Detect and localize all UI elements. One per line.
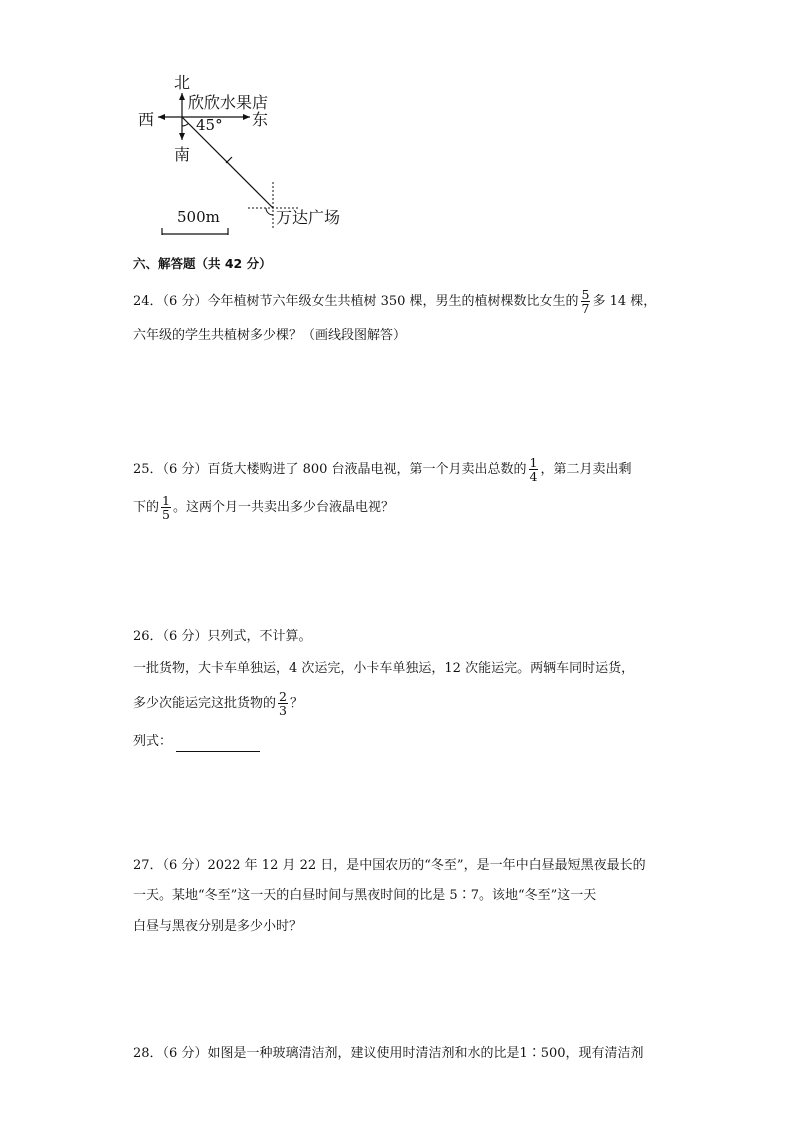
q26-line3: [133, 690, 303, 717]
label-east: 东: [252, 110, 269, 129]
label-shop: 欣欣水果店: [188, 93, 269, 112]
q24-text-a: 24．（6 分）今年植树节六年级女生共植树 350 棵，男生的植树棵数比女生的: [133, 294, 579, 309]
label-north: 北: [174, 73, 191, 92]
q26-answer: [133, 732, 260, 752]
q24-line1: [133, 288, 656, 315]
q24-frac-den: 7: [581, 301, 590, 316]
route-tick: [226, 157, 232, 163]
q27-line1: 27．（6 分）2022 年 12 月 22 日，是中国农历的“冬至”，是一年中白昼最短黑夜最长的: [133, 858, 646, 873]
q27-line3: 白昼与黑夜分别是多少小时？: [133, 919, 303, 934]
q26-answer-blank[interactable]: [176, 737, 260, 752]
q25-fraction-1: [529, 456, 539, 483]
label-angle: 45°: [196, 116, 223, 134]
q26-line1: 26．（6 分）只列式，不计算。: [133, 629, 312, 644]
q25-frac2-den: 5: [162, 507, 170, 522]
q26-frac-num: 2: [279, 689, 287, 704]
q25-text-d: 。这两个月一共卖出多少台液晶电视？: [172, 500, 394, 515]
angle-arc: [182, 123, 188, 126]
direction-diagram: [0, 0, 794, 250]
q25-frac1-num: 1: [529, 455, 538, 470]
q25-frac2-num: 1: [162, 493, 170, 508]
q25-text-b: ，第二月卖出剩: [540, 462, 632, 477]
q26-line2: 一批货物，大卡车单独运，4 次运完，小卡车单独运，12 次能运完。两辆车同时运货，: [133, 661, 635, 676]
label-plaza: 万达广场: [276, 208, 341, 227]
q26-answer-label: 列式：: [133, 734, 173, 749]
q24-frac-num: 5: [581, 287, 590, 302]
q26-text-a: 多少次能运完这批货物的: [133, 696, 277, 711]
plaza-arc: [266, 208, 273, 215]
q28-line1: 28．（6 分）如图是一种玻璃清洁剂，建议使用时清洁剂和水的比是1∶500，现有清洁剂: [133, 1046, 644, 1061]
q26-frac-den: 3: [279, 703, 287, 718]
label-scale: 500m: [177, 208, 220, 226]
q26-fraction: [278, 690, 288, 717]
q24-text-b: 多 14 棵，: [592, 294, 657, 309]
q25-frac1-den: 4: [529, 469, 538, 484]
label-west: 西: [138, 110, 155, 129]
label-south: 南: [174, 145, 191, 164]
q24-line2: 六年级的学生共植树多少棵？（画线段图解答）: [133, 328, 407, 343]
q27-line2: 一天。某地“冬至”这一天的白昼时间与黑夜时间的比是 5∶7。该地“冬至”这一天: [133, 888, 597, 903]
q25-fraction-2: [161, 494, 171, 521]
q24-fraction: [581, 288, 591, 315]
q25-line1: [133, 456, 632, 483]
q25-text-c: 下的: [133, 500, 160, 515]
section-title: 六、解答题（共 42 分）: [133, 256, 272, 271]
q25-text-a: 25．（6 分）百货大楼购进了 800 台液晶电视，第一个月卖出总数的: [133, 462, 527, 477]
q26-text-b: ？: [289, 696, 303, 711]
q25-line2: [133, 494, 394, 521]
